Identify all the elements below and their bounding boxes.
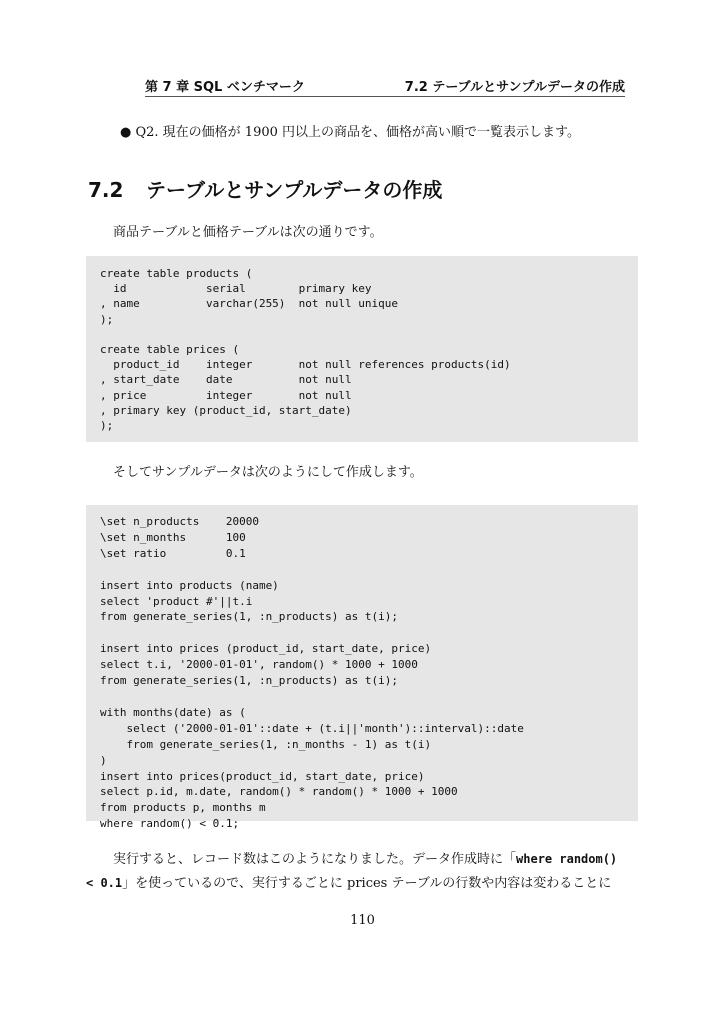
section-title: テーブルとサンプルデータの作成 [146, 178, 443, 202]
code-block-sample-data [86, 505, 638, 831]
code-text: create table products ( id serial primary key , name varchar(255) not null unique ); create table prices ( product_id integer not null references products(id) , start_date date not null , price integer not null , primary key (product_id, start_date) ); [100, 267, 511, 433]
bullet-text: Q2. 現在の価格が 1900 円以上の商品を、価格が高い順で一覧表示します。 [135, 125, 580, 140]
running-header-section: 7.2 テーブルとサンプルデータの作成 [404, 80, 625, 95]
header-rule [145, 96, 625, 97]
code-block-schema [86, 256, 638, 442]
result-paragraph-line2 [86, 872, 611, 891]
bullet-item: ● Q2. 現在の価格が 1900 円以上の商品を、価格が高い順で一覧表示します。 [120, 125, 580, 140]
intro-paragraph: 商品テーブルと価格テーブルは次の通りです。 [113, 225, 383, 240]
inline-code: < 0.1 [86, 876, 123, 890]
paragraph-text: 」を使っているので、実行するごとに prices テーブルの行数や内容は変わることに [122, 876, 612, 891]
paragraph-text: 実行すると、レコード数はこのようになりました。データ作成時に「 [113, 852, 517, 867]
sample-data-paragraph: そしてサンプルデータは次のようにして作成します。 [113, 465, 423, 480]
page-number: 110 [350, 913, 375, 928]
running-header-chapter: 第 7 章 SQL ベンチマーク [145, 80, 305, 95]
result-paragraph-line1 [113, 848, 617, 867]
code-text: \set n_products 20000 \set n_months 100 \set ratio 0.1 insert into products (name) select 'product #'||t.i from generate_series(1, :n_products) as t(i); insert into prices (product_id, start_date, price) select t.i, '2000-01-01', random() * 1000 + 1000 from generate_series(1, :n_products) as t(i); with months(date) as ( select ('2000-01-01'::date + (t.i||'month')::interval)::date from generate_series(1, :n_months - 1) as t(i) ) insert into prices(product_id, start_date, price) select p.id, m.date, random() * random() * 1000 + 1000 from products p, months m where random() < 0.1; [100, 515, 524, 831]
section-heading [88, 174, 442, 203]
section-number: 7.2 [88, 178, 124, 202]
inline-code: where random() [516, 852, 618, 866]
